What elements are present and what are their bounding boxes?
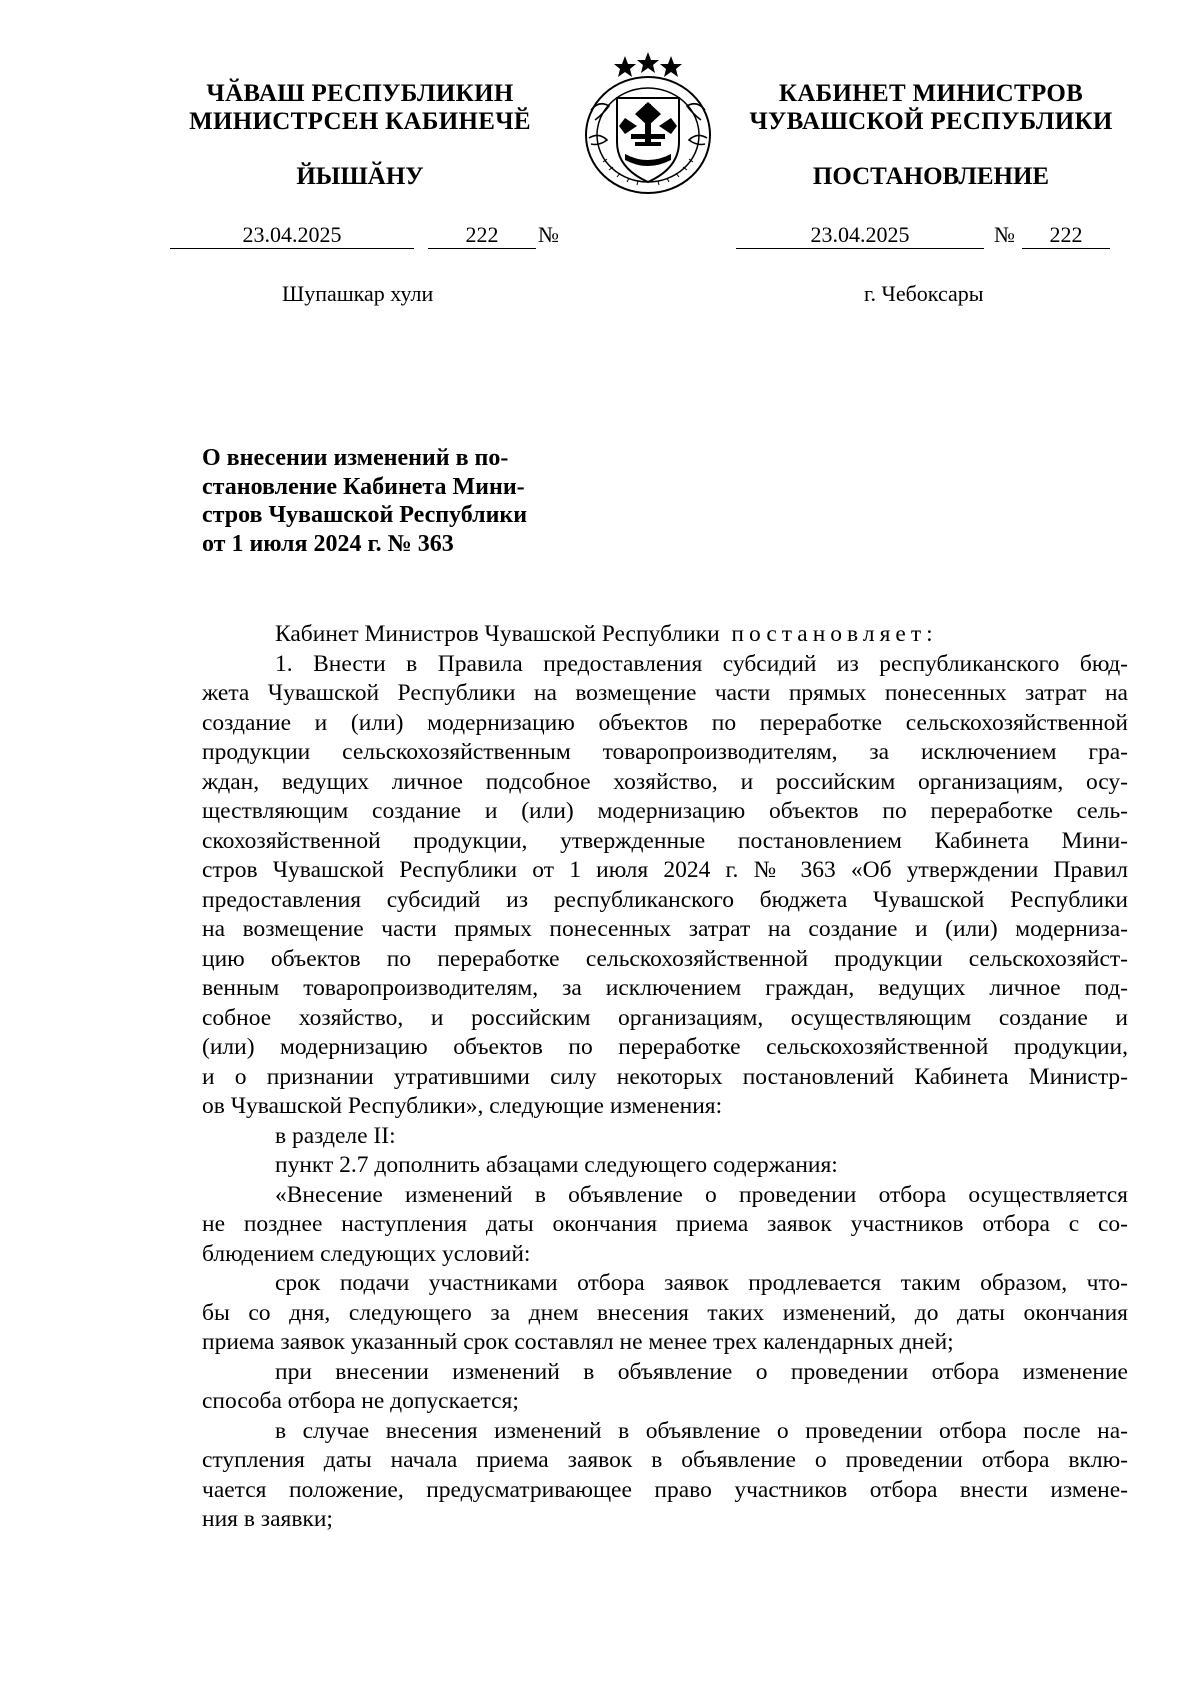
paragraph-line: блюдением следующих условий: [202, 1240, 531, 1267]
right-number-sign: № [994, 222, 1015, 247]
left-doc-type: ЙЫШӐНУ [296, 163, 424, 190]
paragraph-line: чается положение, предусматривающее право участников отбора внести измене- [202, 1476, 1128, 1503]
right-place: г. Чебоксары [864, 281, 984, 306]
paragraph-line: в случае внесения изменений в объявление о проведении отбора после на- [275, 1417, 1128, 1444]
right-authority-line1: КАБИНЕТ МИНИСТРОВ [778, 80, 1084, 107]
right-authority-line2: ЧУВАШСКОЙ РЕСПУБЛИКИ [749, 108, 1113, 135]
paragraph-line: ществляющим создание и (или) модернизацию объектов по переработке сель- [202, 798, 1128, 824]
left-authority-line2: МИНИСТРСЕН КАБИНЕЧӖ [189, 108, 531, 135]
title-line: О внесении изменений в по- [202, 445, 509, 471]
chuvash-coat-of-arms-icon [573, 50, 723, 198]
right-authority-name [726, 80, 1136, 136]
paragraph [202, 1151, 1128, 1181]
paragraph [202, 1181, 1128, 1270]
paragraph-line: ждан, ведущих личное подсобное хозяйство, и российским организациям, осу- [202, 768, 1128, 795]
title-line: становление Кабинета Мини- [202, 473, 525, 500]
paragraph-line: и о признании утратившими силу некоторых постановлений Кабинета Министр- [202, 1063, 1128, 1090]
document-title [202, 444, 576, 558]
right-date-field: 23.04.2025 [736, 222, 984, 249]
paragraph-line: стров Чувашской Республики от 1 июля 2024 г. № 363 «Об утверждении Правил [202, 857, 1128, 883]
left-authority-name [150, 80, 570, 136]
preamble-keyword: постановляет: [731, 621, 938, 647]
paragraph-line: приема заявок указанный срок составлял не менее трех календарных дней; [202, 1329, 954, 1355]
paragraph-line: (или) модернизацию объектов по переработке сельскохозяйственной продукции, [202, 1034, 1128, 1060]
paragraph-line: продукции сельскохозяйственным товаропроизводителям, за исключением гра- [202, 739, 1128, 765]
preamble-text: Кабинет Министров Чувашской Республики [275, 621, 720, 647]
paragraph-line: 1. Внести в Правила предоставления субсидий из республиканского бюд- [275, 650, 1128, 677]
title-line: от 1 июля 2024 г. № 363 [202, 530, 454, 557]
paragraph-line: в разделе II: [275, 1122, 396, 1149]
preamble [202, 620, 1128, 650]
paragraph-line: создание и (или) модернизацию объектов по переработке сельскохозяйственной [202, 709, 1128, 736]
paragraph-line: пункт 2.7 дополнить абзацами следующего содержания: [275, 1152, 838, 1178]
paragraph-list [202, 650, 1128, 1535]
paragraph [202, 1122, 1128, 1152]
paragraph-line: «Внесение изменений в объявление о проведении отбора осуществляется [275, 1181, 1128, 1208]
paragraph [202, 1358, 1128, 1417]
right-doc-type: ПОСТАНОВЛЕНИЕ [812, 163, 1050, 190]
left-number-field: 222 [428, 222, 536, 249]
document-body [202, 620, 1128, 1535]
paragraph-line: бы со дня, следующего за днем внесения таких изменений, до даты окончания [202, 1299, 1128, 1326]
paragraph-line: ния в заявки; [202, 1506, 333, 1532]
paragraph-line: венным товаропроизводителям, за исключением граждан, ведущих личное под- [202, 975, 1128, 1001]
paragraph-line: при внесении изменений в объявление о проведении отбора изменение [275, 1358, 1128, 1385]
paragraph [202, 650, 1128, 1122]
paragraph-line: на возмещение части прямых понесенных затрат на создание и (или) модерниза- [202, 916, 1128, 942]
left-date-field: 23.04.2025 [170, 222, 414, 249]
coat-of-arms [573, 50, 723, 198]
right-number-field: 222 [1022, 222, 1110, 249]
paragraph-line: ступления даты начала приема заявок в объявление о проведении отбора вклю- [202, 1447, 1128, 1473]
left-authority-line1: ЧӐВАШ РЕСПУБЛИКИН [206, 80, 514, 107]
left-number-sign: № [538, 222, 559, 247]
paragraph-line: цию объектов по переработке сельскохозяйственной продукции сельскохозяйст- [202, 945, 1128, 972]
paragraph-line: скохозяйственной продукции, утвержденные постановлением Кабинета Мини- [202, 827, 1128, 854]
paragraph-line: не позднее наступления даты окончания приема заявок участников отбора с со- [202, 1211, 1128, 1237]
left-place: Шупашкар хули [282, 281, 434, 306]
paragraph [202, 1269, 1128, 1358]
paragraph-line: способа отбора не допускается; [202, 1388, 519, 1414]
paragraph-line: жета Чувашской Республики на возмещение части прямых понесенных затрат на [202, 680, 1128, 706]
paragraph [202, 1417, 1128, 1535]
paragraph-line: ов Чувашской Республики», следующие изменения: [202, 1093, 723, 1119]
title-line: стров Чувашской Республики [202, 502, 528, 528]
paragraph-line: собное хозяйство, и российским организациям, осуществляющим создание и [202, 1004, 1128, 1031]
paragraph-line: срок подачи участниками отбора заявок продлевается таким образом, что- [275, 1270, 1128, 1296]
paragraph-line: предоставления субсидий из республиканского бюджета Чувашской Республики [202, 886, 1128, 913]
